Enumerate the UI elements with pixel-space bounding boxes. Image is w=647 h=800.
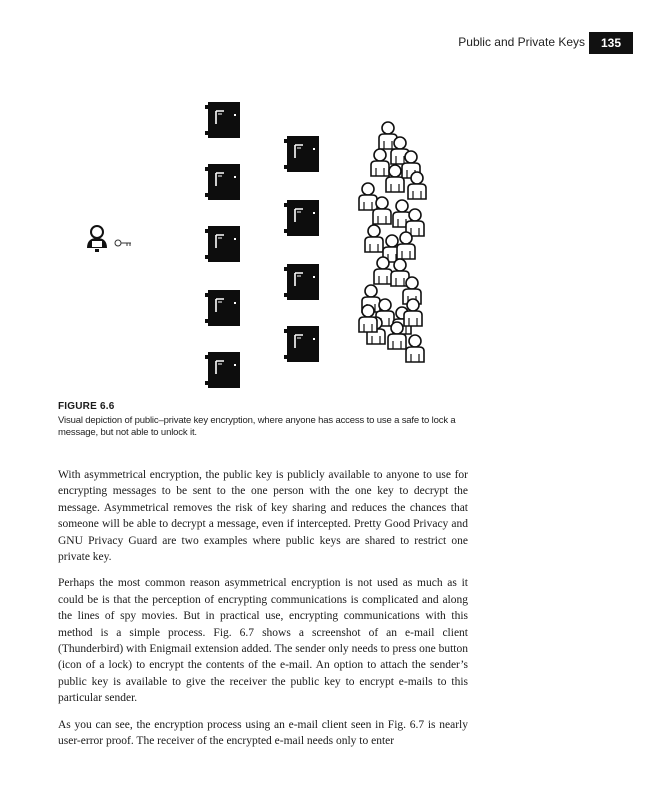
sender-with-key-icon <box>87 226 131 252</box>
figure-label: FIGURE 6.6 <box>58 401 115 412</box>
safes-column-2 <box>284 136 319 362</box>
running-title: Public and Private Keys <box>458 35 585 49</box>
paragraph: As you can see, the encryption process using an e-mail client seen in Fig. 6.7 is nearly user-error proof. The receiver of the encrypted e-mail needs only to enter <box>58 718 468 748</box>
figure-caption-text: Visual depiction of public–private key encryption, where anyone has access to use a safe to lock a message, but not able to unlock it. <box>58 415 456 438</box>
crowd-of-people-icons <box>359 122 426 362</box>
figure-caption <box>58 401 478 439</box>
body-text <box>58 467 468 760</box>
paragraph: Perhaps the most common reason asymmetrical encryption is not used as much as it could be is that the perception of encrypting communications is complicated and along the lines of spy movies. But in practical use, encrypting communications with this method is a simple process. Fig. 6.7 shows a screenshot of an e-mail client (Thunderbird) with Enigmail extension added. The sender only needs to press one button (icon of a lock) to encrypt the contents of the e-mail. An option to attach the sender’s public key is available to give the receiver the public key to encrypt e-mails to this particular sender. <box>58 577 468 705</box>
paragraph: With asymmetrical encryption, the public key is publicly available to anyone to use for encrypting messages to be sent to the one person with the one key to decrypt the message. Asymmetrical removes the risk of key sharing and reduces the chances that someone will be able to decrypt a message, even if intercepted. Pretty Good Privacy and GNU Privacy Guard are two examples where public keys are shared to restrict one private key. <box>58 469 468 564</box>
page-number: 135 <box>589 32 633 54</box>
safes-column-1 <box>205 102 240 388</box>
